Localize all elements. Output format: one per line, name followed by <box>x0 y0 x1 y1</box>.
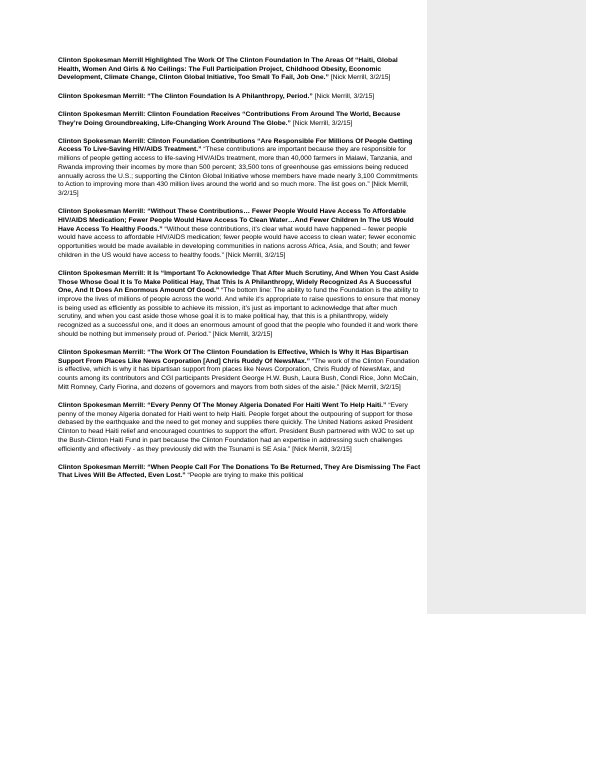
paragraph-bipartisan-support <box>58 349 421 393</box>
paragraph-heading: Clinton Spokesman Merrill Highlighted The Work Of The Clinton Foundation In The Areas Of “Haiti, Global Health, Women And Girls & No Ceilings: The Full Participation Project, Childhood Obesity, Economic Development, Climate Change, Clinton Global Initiative, Too Small To Fail, Job One.” <box>58 57 398 82</box>
document-body <box>58 57 421 491</box>
paragraph-text: “These contributions are important because they are responsible for millions of people getting access to life-saving HIV/AIDs treatment, more than 40,000 farmers in Malawi, Tanzania, and Rwanda improving their incomes by more than 500 percent; 33,500 tons of greenhouse gas emissions being reduced annually across the U.S.; supporting the Clinton Global Initiative whose members have made nearly 3,100 Commitments to Action to improving more than 430 million lives around the world and so much more. The list goes on.” [Nick Merrill, 3/2/15] <box>58 146 418 197</box>
paragraph-donations-returned <box>58 464 421 481</box>
paragraph-heading: Clinton Spokesman Merrill: Clinton Foundation Receives “Contributions From Around The World, Because They’re Doing Groundbreaking, Life-Changing Work Around The Globe.” <box>58 110 401 127</box>
paragraph-text: “Without these contributions, it’s clear what would have happened – fewer people would have access to affordable HIV/AIDS medication; fewer people would have access to clean water; fewer economic opportunities would be made available in developing communities in nations across Africa, Asia, and South; and fewer children in the US would have access to healthy foods.” [Nick Merrill, 3/2/15] <box>58 225 416 259</box>
paragraph-foundation-areas <box>58 57 421 83</box>
paragraph-heading: Clinton Spokesman Merrill: “Every Penny Of The Money Algeria Donated For Haiti Went To Help Haiti.” <box>58 402 387 409</box>
paragraph-heading: Clinton Spokesman Merrill: “The Work Of The Clinton Foundation Is Effective, Which Is Why It Has Bipartisan Support From Places Like News Corporation [And] Chris Ruddy Of NewsMax.” <box>58 348 409 365</box>
paragraph-hiv-treatment <box>58 138 421 199</box>
paragraph-text: “The work of the Clinton Foundation is effective, which is why it has bipartisan support from places like News Corporation, Chris Ruddy of NewsMax, and counts among its contributors and CGI participants President George H.W. Bush, Laura Bush, Condi Rice, John McCain, Mitt Romney, Carly Fiorina, and dozens of governors and mayors from both sides of the aisle.” [Nick Merrill, 3/2/15] <box>58 357 420 391</box>
paragraph-heading: Clinton Spokesman Merrill: “The Clinton Foundation Is A Philanthropy, Period.” <box>58 92 313 100</box>
paragraph-heading: Clinton Spokesman Merrill: Clinton Foundation Contributions “Are Responsible For Millions Of People Getting Access To Live-Saving HIV/AIDS Treatment.” <box>58 137 413 154</box>
paragraph-contributions-world <box>58 111 421 128</box>
paragraph-text: [Nick Merrill, 3/2/15] <box>312 92 375 100</box>
paragraph-heading: Clinton Spokesman Merrill: “Without These Contributions… Fewer People Would Have Access To Affordable HIV/AIDS Medication; Fewer People Would Have Access To Clean Water…And Fewer Children In The US Would Have Access To Healthy Foods.” <box>58 208 414 233</box>
paragraph-without-contributions <box>58 208 421 260</box>
paragraph-text: “The bottom line: The ability to fund the Foundation is the ability to improve the lives of millions of people across the world. And while it’s appropriate to raise questions to ensure that money is being used as efficiently as possible to achieve its mission, it’s just as important to acknowledge that after much scrutiny, and when you cast aside those whose goal it is to make political hay, that this is a philanthropy, widely recognized as a successful one, and it does an enormous amount of good that the people who founded it and work there should be nothing but immensely proud of. Period.” [Nick Merrill, 3/2/15] <box>58 287 420 338</box>
paragraph-text: “People are trying to make this political <box>185 472 304 480</box>
paragraph-text: [Nick Merrill, 3/2/15] <box>328 74 391 82</box>
paragraph-heading: Clinton Spokesman Merrill: “When People Call For The Donations To Be Returned, They Are Dismissing The Fact That Lives Will Be Affected, Even Lost.” <box>58 463 421 480</box>
paragraph-heading: Clinton Spokesman Merrill: It Is “Important To Acknowledge That After Much Scrutiny, And When You Cast Aside Those Whose Goal It Is To Make Political Hay, That This Is A Philanthropy, Widely Recognized As A Successful One, And It Does An Enormous Amount Of Good.” <box>58 269 419 295</box>
paragraph-text: “Every penny of the money Algeria donated for Haiti went to help Haiti. People forget about the outpouring of support for those debased by the earthquake and the need to get money and supplies there quickly. The United Nations asked President Clinton to head Haiti relief and encouraged countries to support the effort. President Bush partnered with WJC to set up the Bush-Clinton Haiti Fund in part because the Clinton Foundation had an expertise in addressing such challenges efficiently and effectively - as they previously did with the Tsunami is SE Asia.” [Nick Merrill, 3/2/15] <box>58 402 414 453</box>
paragraph-scrutiny <box>58 270 421 340</box>
paragraph-text: [Nick Merrill, 3/2/15] <box>290 119 353 127</box>
paragraph-philanthropy-period <box>58 93 421 102</box>
paragraph-algeria-haiti <box>58 402 421 454</box>
comment-pane <box>427 0 586 614</box>
